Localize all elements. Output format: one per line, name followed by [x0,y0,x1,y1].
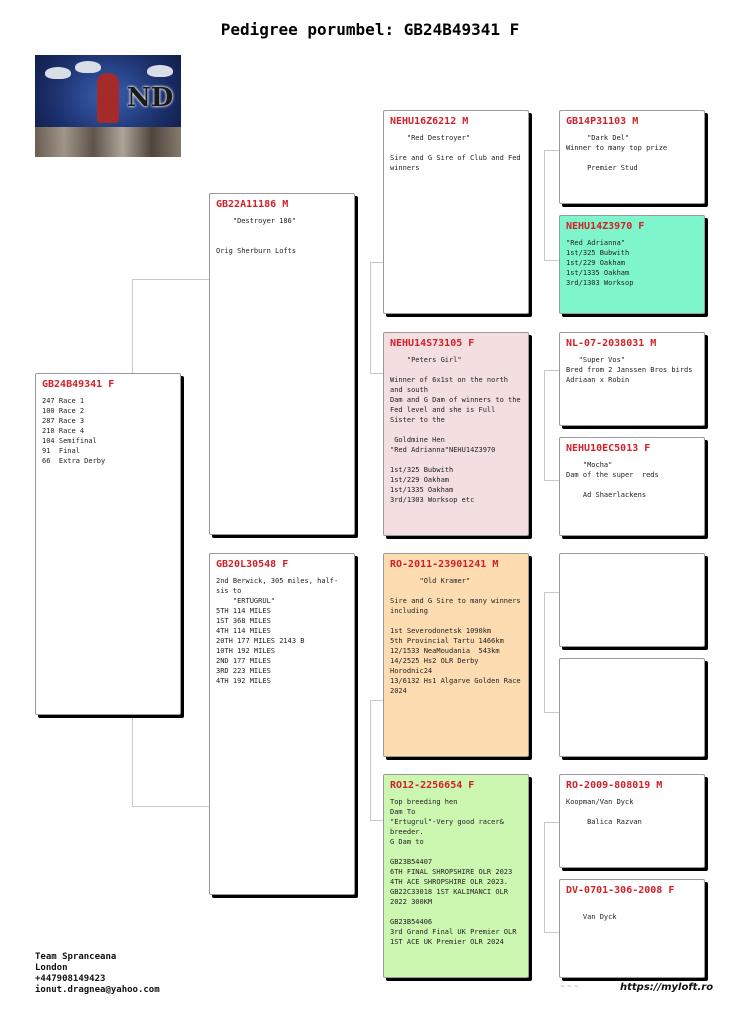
loft-logo-image: ND [35,55,181,157]
pigeon-notes: Koopman/Van Dyck Balica Razvan [566,798,642,826]
owner-contact [35,952,160,996]
email: ionut.dragnea@yahoo.com [35,985,160,995]
connector-line [132,806,210,807]
ring-number: DV-0701-306-2008 F [566,885,675,896]
pigeon-card-grandsire-maternal [383,553,529,757]
connector-line [370,700,371,820]
pigeon-notes: Van Dyck [582,913,617,921]
pigeon-card-great-grandparent [559,437,705,536]
connector-line [544,370,559,371]
pigeon-notes: "Red Adrianna" 1st/325 Bubwith 1st/229 Oakham 1st/1335 Oakham 3rd/1303 Worksop [566,239,634,287]
pigeon-notes: "Destroyer 186" Orig Sherburn Lofts [216,217,297,255]
connector-line [544,480,559,481]
ring-number: GB14P31103 M [566,116,639,127]
connector-line [544,260,559,261]
ring-number: NEHU10EC5013 F [566,443,651,454]
pigeon-card-great-grandparent [559,332,705,426]
connector-line [370,262,371,373]
pigeon-notes: "Old Kramer" Sire and G Sire to many winners including 1st Severodonetsk 1090km 5th Provincial Tartu 1466km 12/1533 NeaMoudania 543km 14/2525 Hs2 OLR Derby Horodnic24 13/6132 Hs1 Algarve Golden Race 2024 [390,577,521,695]
pigeon-card-granddam-maternal [383,774,529,978]
pigeon-card-sire [209,193,355,535]
ring-number: NEHU14Z3970 F [566,221,645,232]
connector-line [544,592,545,712]
ring-number: NL-07-2038031 M [566,338,657,349]
pigeon-card-subject [35,373,181,715]
connector-line [370,700,383,701]
pigeon-card-dam [209,553,355,895]
team-name: Team Spranceana [35,952,117,962]
pigeon-notes: 247 Race 1 100 Race 2 287 Race 3 210 Race 4 104 Semifinal 91 Final 66 Extra Derby [42,397,106,465]
pigeon-card-great-grandparent-empty [559,553,705,647]
connector-line [370,262,383,263]
pigeon-card-grandsire-paternal [383,110,529,314]
pigeon-notes: Top breeding hen Dam To "Ertugrul"-Very good racer& breeder. G Dam to GB23B54407 6TH FINAL SHROPSHIRE OLR 2023 4TH ACE SHROPSHIRE OLR 2023. GB22C33018 1ST KALIMANCI OLR 2022 300KM GB23B54406 3rd Grand Final UK Premier OLR 1ST ACE UK Premier OLR 2024 [390,798,517,946]
pigeon-card-great-grandparent-empty [559,658,705,757]
pigeon-notes: "Mocha" Dam of the super reds Ad Shaerlackens [566,461,659,499]
connector-line [370,373,383,374]
pigeon-card-great-grandparent [559,879,705,978]
connector-line [544,150,545,260]
ring-number: GB24B49341 F [42,379,115,390]
page-title: Pedigree porumbel: GB24B49341 F [220,20,520,39]
ring-number: GB22A11186 M [216,199,289,210]
pigeon-card-granddam-paternal [383,332,529,536]
pigeon-notes: "Super Vos" Bred from 2 Janssen Bros birds Adriaan x Robin [566,356,693,384]
connector-line [544,822,559,823]
ring-number: RO-2009-808019 M [566,780,663,791]
connector-line [544,370,545,480]
ring-number: GB20L30548 F [216,559,289,570]
connector-line [544,822,545,932]
pigeon-notes: "Dark Del" Winner to many top prize Premier Stud [566,134,668,172]
connector-line [132,279,210,280]
ring-number: NEHU14S73105 F [390,338,475,349]
connector-line [544,932,559,933]
phone: +447908149423 [35,974,106,984]
connector-line [370,820,383,821]
connector-line [544,150,559,151]
connector-line [544,592,559,593]
pigeon-notes: "Peters Girl" Winner of 6x1st on the north and south Dam and G Dam of winners to the Fed level and she is Full Sister to the Goldmine Hen "Red Adrianna"NEHU14Z3970 1st/325 Bubwith 1st/229 Oakham 1st/1335 Oakham 3rd/1303 Worksop etc [390,356,521,504]
ring-number: NEHU16Z6212 M [390,116,469,127]
website-link[interactable]: https://myloft.ro [620,982,714,993]
connector-line [544,712,559,713]
pigeon-card-great-grandparent [559,215,705,314]
pigeon-notes: "Red Destroyer" Sire and G Sire of Club and Fed winners [390,134,521,172]
ring-number: RO12-2256654 F [390,780,475,791]
pigeon-notes: 2nd Berwick, 305 miles, half-sis to "ERTUGRUL" 5TH 114 MILES 1ST 368 MILES 4TH 114 MILES 20TH 177 MILES 2143 B 10TH 192 MILES 2ND 177 MILES 3RD 223 MILES 4TH 192 MILES [216,577,339,685]
signature-mark: ~ ~ ~ [560,983,579,990]
pigeon-card-great-grandparent [559,110,705,204]
city: London [35,963,68,973]
pigeon-card-great-grandparent [559,774,705,868]
ring-number: RO-2011-23901241 M [390,559,499,570]
